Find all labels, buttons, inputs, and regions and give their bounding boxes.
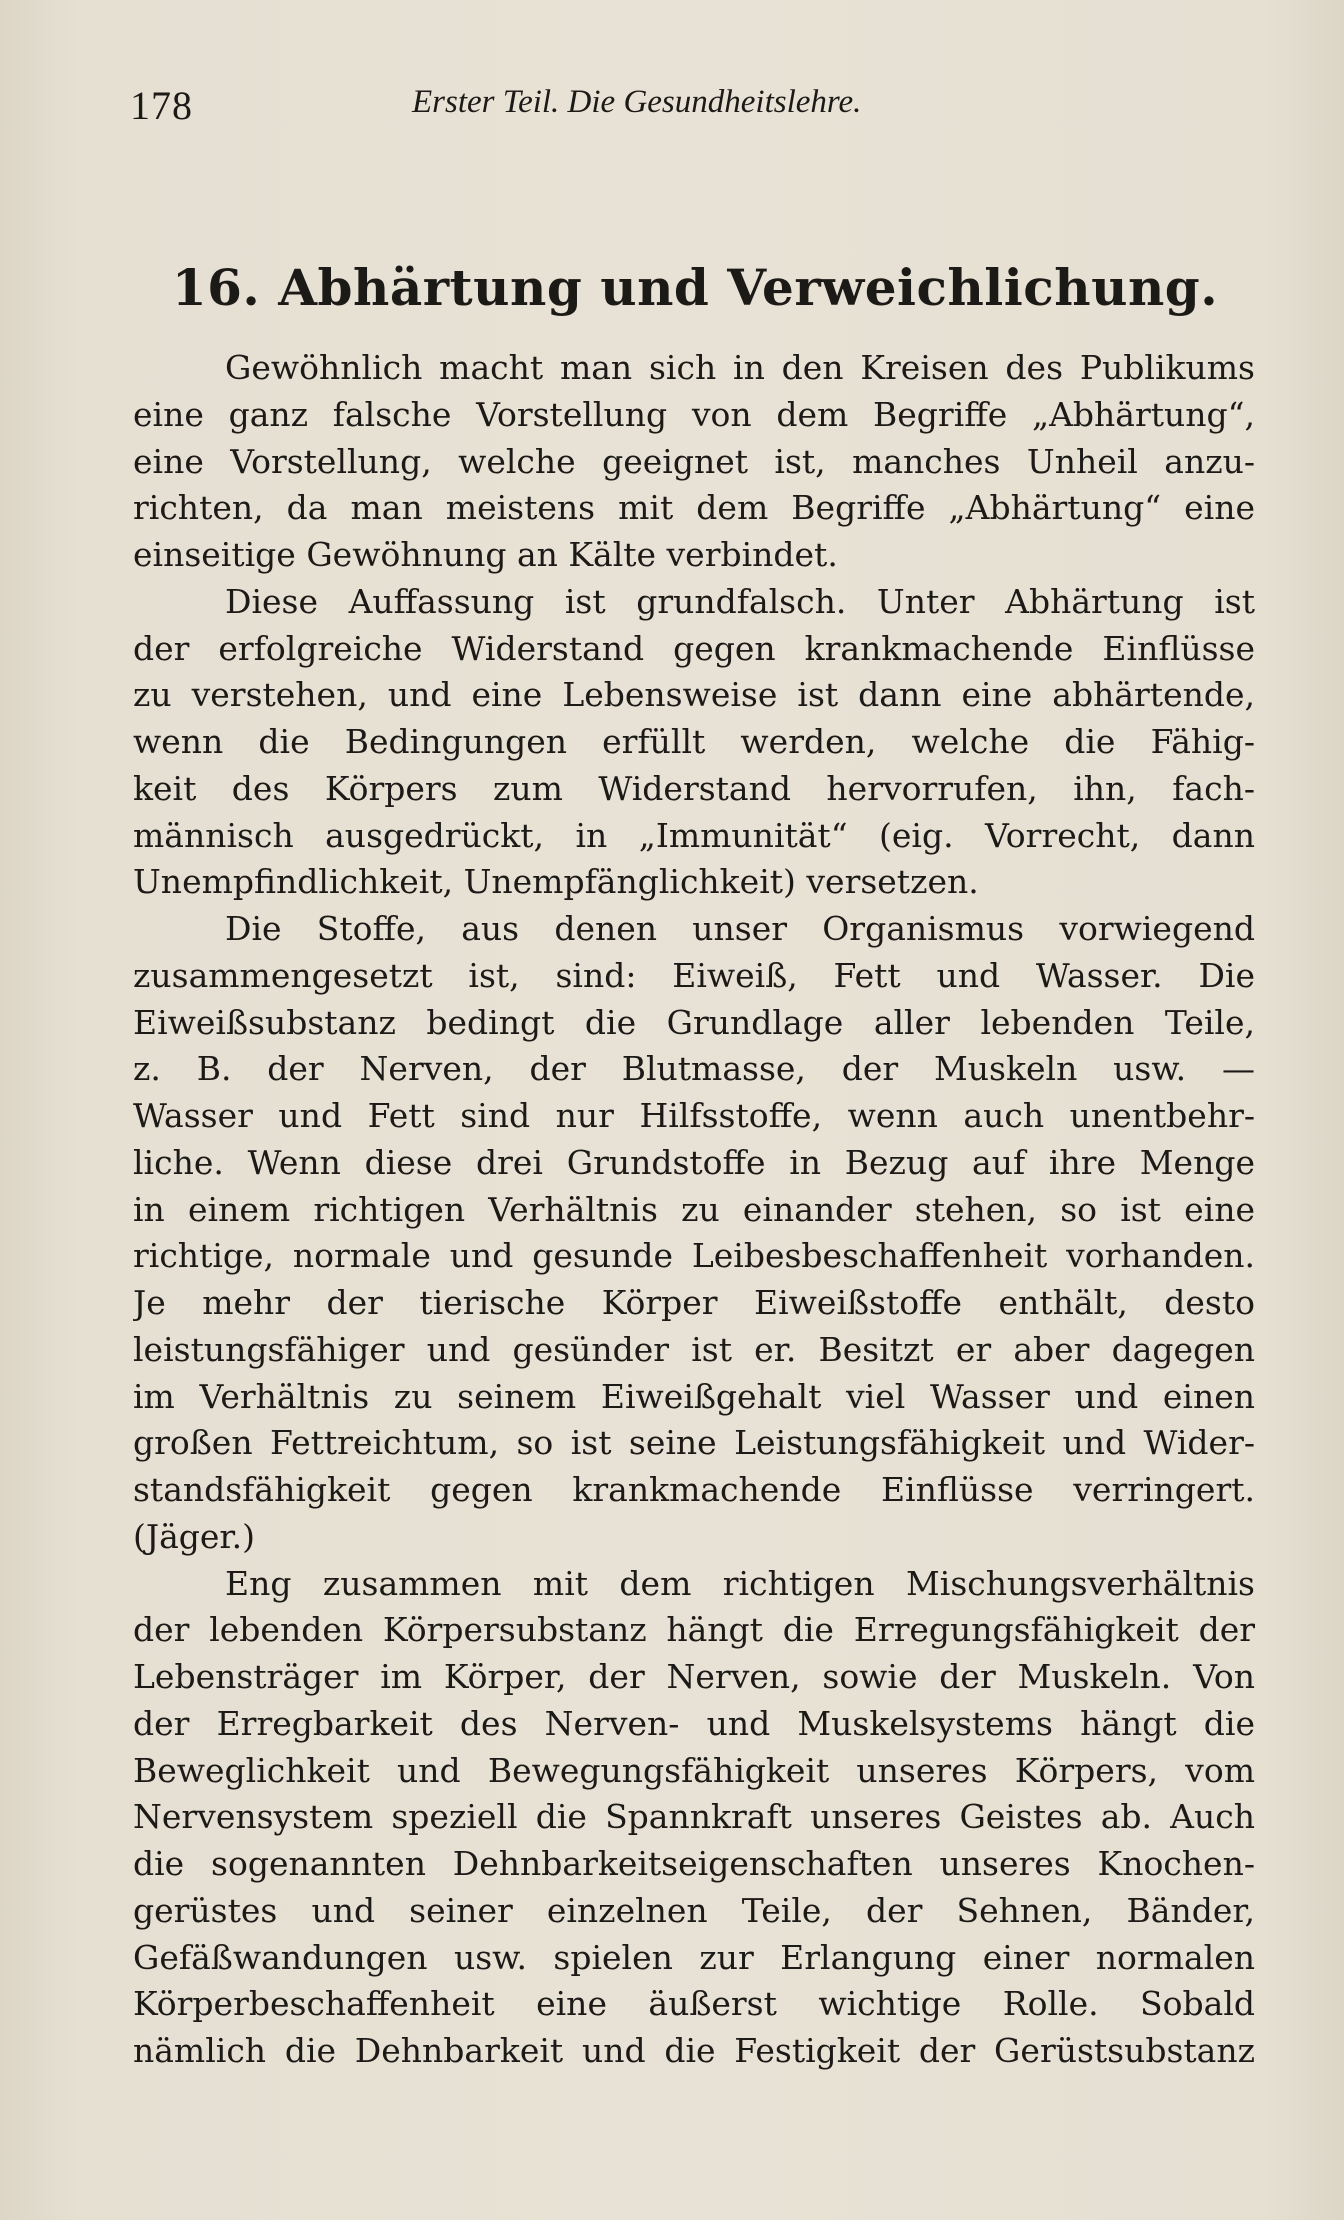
text-line: Körperbeschaffenheit eine äußerst wichtige Rolle. Sobald [133,1984,1255,2024]
running-head: Erster Teil. Die Gesundheitslehre. [412,84,862,120]
text-line: zusammengesetzt ist, sind: Eiweiß, Fett und Wasser. Die [133,955,1255,995]
text-line: der lebenden Körpersubstanz hängt die Erregungsfähigkeit der [133,1610,1255,1650]
text-line: z. B. der Nerven, der Blutmasse, der Muskeln usw. — [133,1049,1255,1089]
text-line: wenn die Bedingungen erfüllt werden, welche die Fähig- [133,722,1255,761]
text-line: männisch ausgedrückt, in „Immunität“ (eig. Vorrecht, dann [133,815,1255,855]
text-line: Gefäßwandungen usw. spielen zur Erlangung einer normalen [133,1937,1255,1977]
text-line: Diese Auffassung ist grundfalsch. Unter Abhärtung ist [225,581,1255,621]
text-line: Gewöhnlich macht man sich in den Kreisen des Publikums [225,348,1255,387]
text-line: (Jäger.) [133,1516,255,1556]
text-line: eine ganz falsche Vorstellung von dem Begriffe „Abhärtung“, [133,394,1255,434]
text-line: leistungsfähiger und gesünder ist er. Besitzt er aber dagegen [133,1329,1255,1369]
text-line: in einem richtigen Verhältnis zu einander stehen, so ist eine [133,1189,1255,1229]
body-text [133,345,1255,2075]
text-line: Eng zusammen mit dem richtigen Mischungsverhältnis [225,1563,1255,1603]
text-line: im Verhältnis zu seinem Eiweißgehalt viel Wasser und einen [133,1376,1255,1416]
text-line: die sogenannten Dehnbarkeitseigenschaften unseres Knochen- [133,1844,1255,1883]
text-line: der Erregbarkeit des Nerven- und Muskelsystems hängt die [133,1703,1255,1743]
text-line: Unempfindlichkeit, Unempfänglichkeit) versetzen. [133,862,979,902]
text-line: zu verstehen, und eine Lebensweise ist dann eine abhärtende, [133,675,1255,715]
text-line: Je mehr der tierische Körper Eiweißstoffe enthält, desto [133,1283,1255,1322]
text-line: Lebensträger im Körper, der Nerven, sowie der Muskeln. Von [133,1657,1255,1696]
page-number: 178 [130,83,193,128]
page-header [130,82,1260,132]
text-line: einseitige Gewöhnung an Kälte verbindet. [133,535,838,574]
text-line: der erfolgreiche Widerstand gegen krankmachende Einflüsse [133,628,1255,668]
text-line: nämlich die Dehnbarkeit und die Festigkeit der Gerüstsubstanz [133,2031,1255,2070]
text-line: Wasser und Fett sind nur Hilfsstoffe, wenn auch unentbehr- [133,1096,1255,1135]
section-title: 16. Abhärtung und Verweichlichung. [171,258,1219,317]
text-line: gerüstes und seiner einzelnen Teile, der Sehnen, Bänder, [133,1890,1255,1930]
text-line: Die Stoffe, aus denen unser Organismus vorwiegend [225,909,1255,948]
text-line: standsfähigkeit gegen krankmachende Einflüsse verringert. [133,1470,1255,1509]
text-line: liche. Wenn diese drei Grundstoffe in Bezug auf ihre Menge [133,1142,1255,1182]
text-line: großen Fettreichtum, so ist seine Leistungsfähigkeit und Wider- [133,1423,1255,1463]
text-line: richten, da man meistens mit dem Begriffe „Abhärtung“ eine [133,488,1255,528]
text-line: richtige, normale und gesunde Leibesbeschaffenheit vorhanden. [133,1236,1255,1276]
text-line: Eiweißsubstanz bedingt die Grundlage aller lebenden Teile, [133,1002,1255,1042]
text-line: keit des Körpers zum Widerstand hervorrufen, ihn, fach- [133,768,1255,808]
text-line: Nervensystem speziell die Spannkraft unseres Geistes ab. Auch [133,1797,1255,1837]
text-line: eine Vorstellung, welche geeignet ist, manches Unheil anzu- [133,441,1255,481]
text-line: Beweglichkeit und Bewegungsfähigkeit unseres Körpers, vom [133,1750,1255,1790]
